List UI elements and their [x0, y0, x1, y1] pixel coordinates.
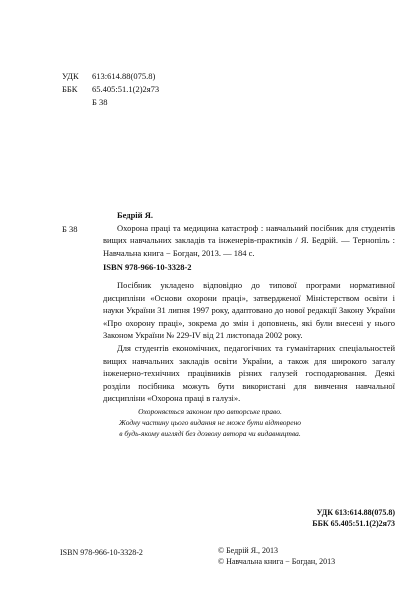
udk-row [62, 70, 159, 83]
bbk-row [62, 83, 159, 96]
isbn-main: ISBN 978-966-10-3328-2 [103, 262, 192, 272]
copyright-notice-line-1: Охороняється законом про авторське право. [138, 407, 282, 416]
bibliographic-record [103, 209, 395, 259]
isbn-bottom: ISBN 978-966-10-3328-2 [60, 548, 143, 557]
bibliographic-entry: Охорона праці та медицина катастроф : навчальний посібник для студентів вищих навчальних закладів та інженерів-практиків / Я. Бедрій. — Тернопіль : Навчальна книга − Богдан, 2013. — 184 с. [103, 222, 395, 258]
bbk-value: 65.405:51.1(2)2я73 [92, 84, 160, 94]
copyright-author: © Бедрій Я., 2013 [218, 546, 279, 555]
author-mark-key [62, 96, 92, 109]
author-name: Бедрій Я. [117, 210, 153, 220]
annotation-paragraph-2: Для студентів економічних, педагогічних та гуманітарних спеціальностей вищих навчальних закладів освіти України, а також для широкого загалу інженерно-технічних працівників різних галузей господарювання. Деякі розділи посібника можуть бути використані для вивчення навчальної дисципліни «Охорона праці в галузі». [103, 342, 395, 404]
copyright-notice-line-2: Жодну частину цього видання не може бути відтворено [118, 418, 302, 427]
annotation [103, 279, 395, 405]
copyright-lines [218, 545, 335, 567]
annotation-paragraph-1: Посібник укладено відповідно до типової програми нормативної дисципліни «Основи охорони праці», затвердженої Міністерством освіти і науки України 31 липня 1997 року, адаптовано до нової редакції Закону України «Про охорону праці», зокрема до змін і доповнень, які були внесені у нього Законом України № 229-IV від 21 листопада 2002 року. [103, 280, 395, 341]
copyright-notice-line-3: в будь-якому вигляді без дозволу автора чи видавництва. [119, 429, 301, 438]
copyright-notice [30, 406, 390, 439]
classification-udk: УДК 613:614.88(075.8) [316, 508, 395, 517]
catalog-codes [62, 70, 159, 109]
classification-bbk: ББК 65.405:51.1(2)2я73 [312, 519, 395, 528]
copyright-publisher: © Навчальна книга − Богдан, 2013 [218, 557, 336, 566]
author-mark-value: Б 38 [92, 97, 108, 107]
bbk-key: ББК [62, 84, 78, 94]
author-mark-row [62, 96, 159, 109]
library-code: Б 38 [62, 224, 78, 234]
classification-block [240, 507, 395, 529]
udk-key: УДК [62, 71, 79, 81]
udk-value: 613:614.88(075.8) [92, 71, 156, 81]
